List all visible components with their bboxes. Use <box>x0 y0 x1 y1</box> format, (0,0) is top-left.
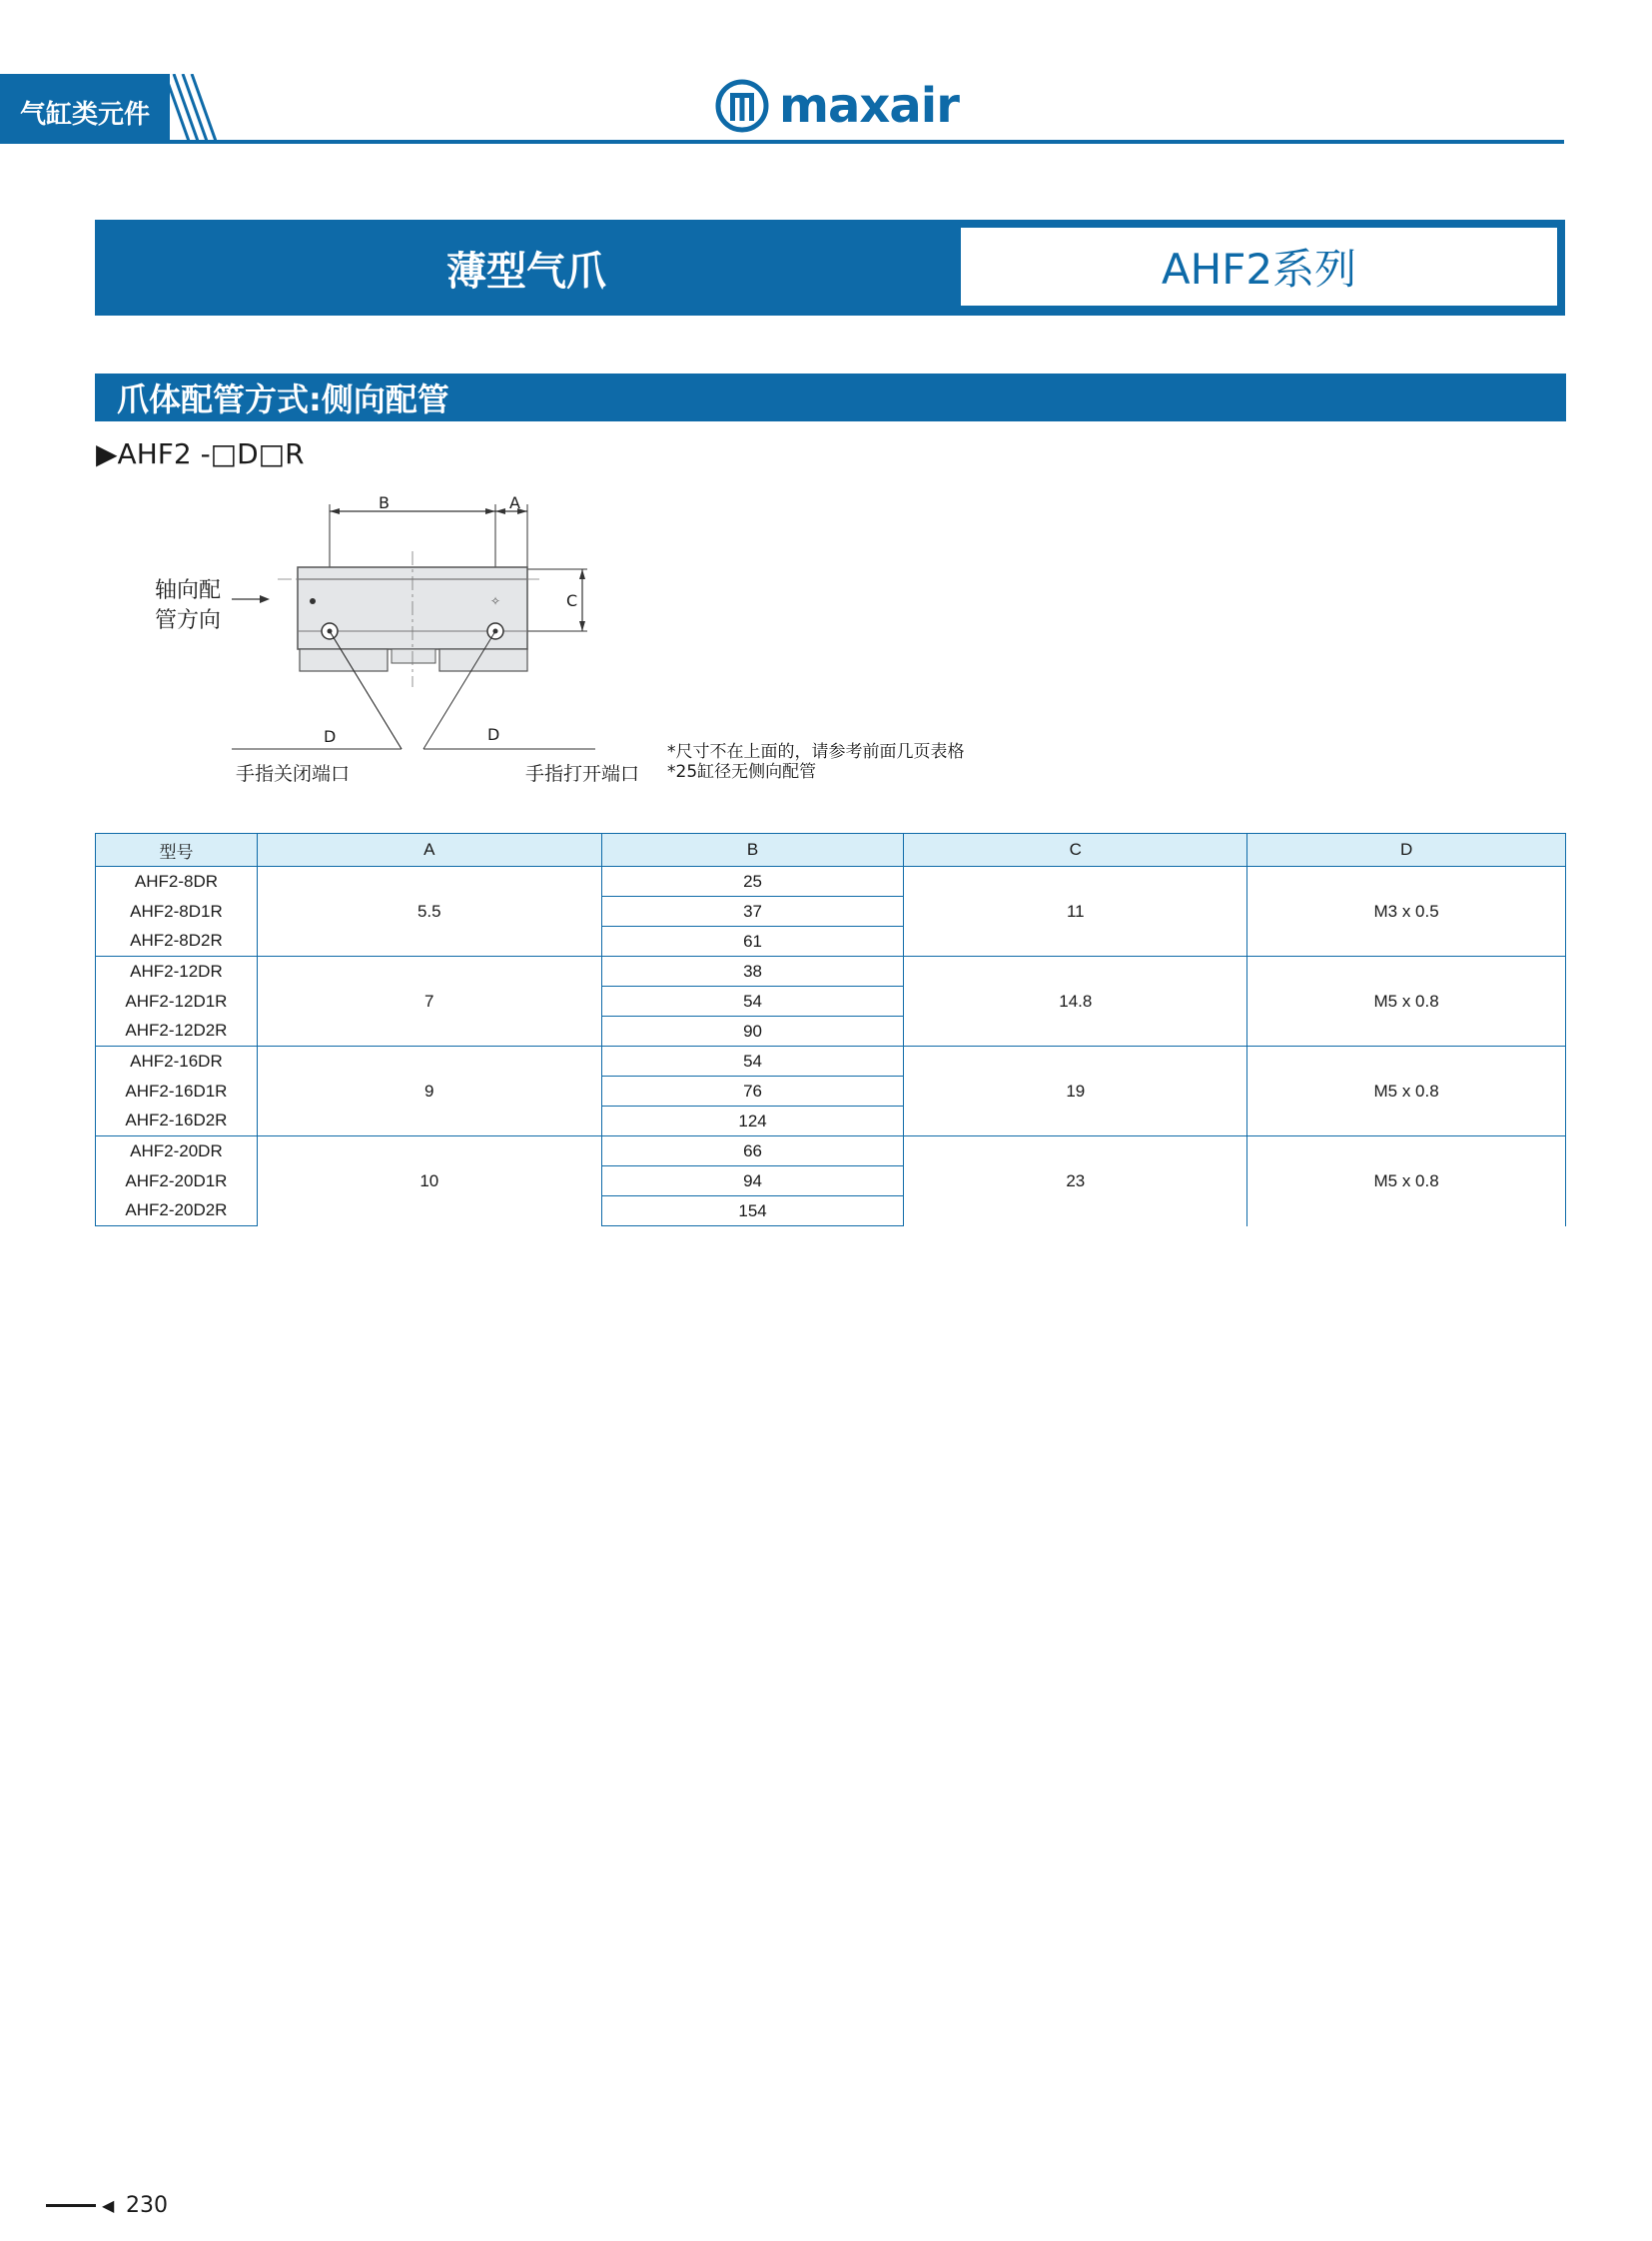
model-cell: AHF2-12DR <box>96 957 258 987</box>
a-cell: 5.5 <box>257 867 601 957</box>
note-bore-25: *25缸径无侧向配管 <box>667 762 817 782</box>
finger-open-port-label: 手指打开端口 <box>525 763 640 785</box>
d-cell: M5 x 0.8 <box>1247 1136 1566 1226</box>
page-number: 230 <box>126 2193 168 2218</box>
spec-table <box>95 833 1566 1226</box>
b-cell: 25 <box>601 867 904 897</box>
note-dimensions: *尺寸不在上面的，请参考前面几页表格 <box>667 742 965 762</box>
model-cell: AHF2-8D2R <box>96 927 258 957</box>
model-cell: AHF2-12D1R <box>96 987 258 1017</box>
dimension-c-label: C <box>566 591 578 610</box>
dimension-d-right-label: D <box>487 725 500 744</box>
model-cell: AHF2-20DR <box>96 1136 258 1166</box>
c-cell: 23 <box>904 1136 1247 1226</box>
axial-piping-label-line2: 管方向 <box>155 608 222 633</box>
model-cell: AHF2-16DR <box>96 1047 258 1077</box>
b-cell: 94 <box>601 1166 904 1196</box>
a-cell: 10 <box>257 1136 601 1226</box>
header-a: A <box>257 834 601 867</box>
b-cell: 90 <box>601 1017 904 1047</box>
b-cell: 61 <box>601 927 904 957</box>
header-b: B <box>601 834 904 867</box>
model-cell: AHF2-16D1R <box>96 1077 258 1107</box>
b-cell: 54 <box>601 987 904 1017</box>
table-row <box>96 1136 1566 1166</box>
table-row <box>96 867 1566 897</box>
table-row <box>96 1047 1566 1077</box>
b-cell: 37 <box>601 897 904 927</box>
d-cell: M3 x 0.5 <box>1247 867 1566 957</box>
dimension-a-label: A <box>509 493 520 512</box>
model-cell: AHF2-20D2R <box>96 1196 258 1226</box>
b-cell: 66 <box>601 1136 904 1166</box>
model-code: ▶AHF2 -□D□R <box>96 437 305 470</box>
dimension-d-left-label: D <box>324 727 337 746</box>
model-cell: AHF2-12D2R <box>96 1017 258 1047</box>
category-label: 气缸类元件 <box>20 100 151 130</box>
product-title: 薄型气爪 <box>446 248 606 295</box>
axial-piping-label-line1: 轴向配 <box>155 578 222 603</box>
section-heading: 爪体配管方式:侧向配管 <box>95 374 1566 421</box>
table-row <box>96 957 1566 987</box>
b-cell: 154 <box>601 1196 904 1226</box>
series-title: AHF2系列 <box>961 228 1557 306</box>
a-cell: 7 <box>257 957 601 1047</box>
model-cell: AHF2-16D2R <box>96 1107 258 1136</box>
page-arrow-icon: ◀ <box>102 2196 115 2215</box>
table-header-row <box>96 834 1566 867</box>
b-cell: 54 <box>601 1047 904 1077</box>
b-cell: 76 <box>601 1077 904 1107</box>
footer-rule <box>46 2204 96 2207</box>
c-cell: 11 <box>904 867 1247 957</box>
header-model: 型号 <box>96 834 258 867</box>
finger-close-port-label: 手指关闭端口 <box>236 763 351 785</box>
d-cell: M5 x 0.8 <box>1247 957 1566 1047</box>
model-cell: AHF2-8D1R <box>96 897 258 927</box>
model-cell: AHF2-20D1R <box>96 1166 258 1196</box>
b-cell: 38 <box>601 957 904 987</box>
dimension-b-label: B <box>379 493 390 512</box>
c-cell: 14.8 <box>904 957 1247 1047</box>
svg-text:✧: ✧ <box>489 594 501 608</box>
a-cell: 9 <box>257 1047 601 1136</box>
c-cell: 19 <box>904 1047 1247 1136</box>
model-cell: AHF2-8DR <box>96 867 258 897</box>
d-cell: M5 x 0.8 <box>1247 1047 1566 1136</box>
brand-name: maxair <box>779 78 959 134</box>
header-d: D <box>1247 834 1566 867</box>
header-c: C <box>904 834 1247 867</box>
b-cell: 124 <box>601 1107 904 1136</box>
